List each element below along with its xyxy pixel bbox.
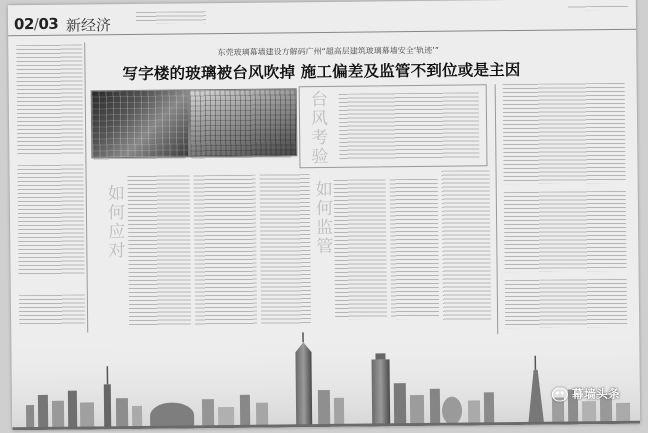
sidebar-text-top xyxy=(339,92,480,159)
column-divider-right xyxy=(495,84,499,334)
body-column-3 xyxy=(260,174,312,325)
section-title: 新经济 xyxy=(65,16,112,35)
city-skyline-illustration xyxy=(11,329,640,431)
article-headline: 写字楼的玻璃被台风吹掉 施工偏差及监管不到位或是主因 xyxy=(122,60,521,84)
chat-bubble-icon xyxy=(552,387,568,401)
building-photo-left xyxy=(91,89,190,158)
page-number-separator: / xyxy=(33,14,39,34)
body-column-6 xyxy=(442,170,492,320)
page-number-right: 03 xyxy=(38,14,59,33)
newspaper-page xyxy=(8,0,640,430)
column-divider-left xyxy=(84,42,88,332)
brand-name: 幕墙头条 xyxy=(571,386,620,402)
left-column-footer xyxy=(19,295,85,326)
right-column-text-2 xyxy=(504,191,627,272)
left-column-text xyxy=(17,165,84,276)
body-column-1 xyxy=(128,175,192,326)
right-column-text-3 xyxy=(505,279,627,328)
photo-caption-left xyxy=(93,157,185,161)
body-column-5 xyxy=(390,179,439,319)
site-info xyxy=(568,6,628,11)
sidebar-label-left: 如何应对 xyxy=(103,184,125,261)
body-column-4 xyxy=(334,179,387,320)
right-column-text-1 xyxy=(503,83,626,184)
page-number-left: 02 xyxy=(13,15,34,34)
sidebar-label-middle: 如何监管 xyxy=(311,179,333,257)
page-number xyxy=(14,15,58,33)
article-kicker: 东莞玻璃幕墙建设方解码广州“超高层建筑玻璃幕墙安全‘轨迹’” xyxy=(217,45,440,58)
building-photo-right xyxy=(189,88,298,157)
brand-watermark xyxy=(552,385,620,403)
photo-caption-right xyxy=(191,156,291,160)
sidebar-label-top: 台风考验 xyxy=(306,89,328,167)
masthead-info xyxy=(136,11,206,24)
body-column-2 xyxy=(194,175,258,326)
left-column-text-top xyxy=(16,45,83,156)
